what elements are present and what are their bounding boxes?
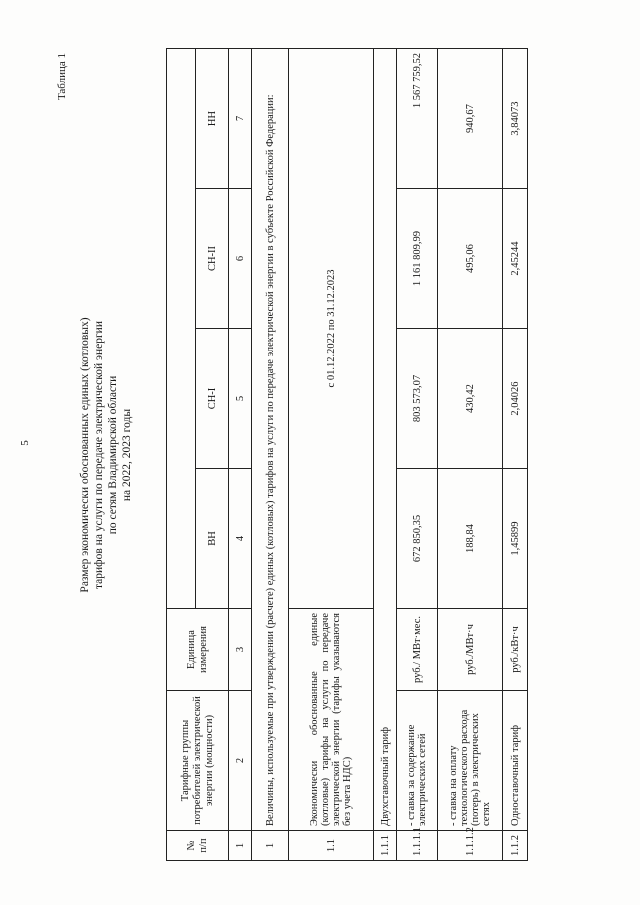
value-nn: 1 567 759,52: [397, 49, 438, 189]
table-row: [397, 49, 438, 861]
table-header-row: [167, 49, 196, 861]
row-num: 1.1.1: [374, 831, 397, 861]
value-vn: 672 850,35: [397, 469, 438, 609]
row-text: Одноставочный тариф: [503, 691, 528, 831]
row-text: - ставка за содержание электрических сетей: [397, 691, 438, 831]
column-number: 7: [229, 49, 252, 189]
column-number: 4: [229, 469, 252, 609]
section-row: [252, 49, 289, 861]
row-text: - ставка на оплату технологического расхода (потерь) в электрических сетях: [438, 691, 503, 831]
column-number: 2: [229, 691, 252, 831]
column-number: 5: [229, 329, 252, 469]
table-row: [374, 49, 397, 861]
table-row: [289, 49, 374, 861]
row-num: 1.1: [289, 831, 374, 861]
heading-line: по сетям Владимирской области: [107, 375, 119, 535]
row-text: Двухставочный тариф: [374, 49, 397, 831]
row-text: Экономически обоснованные единые (котловые) тарифы на услуги по передаче электрической энергии (тарифы указываются без учета НДС): [289, 609, 374, 831]
value-sn1: 430,42: [438, 329, 503, 469]
column-number: 1: [229, 831, 252, 861]
value-sn2: 1 161 809,99: [397, 189, 438, 329]
section-num: 1: [252, 831, 289, 861]
rotated-page-content: [56, 45, 526, 865]
value-nn: 940,67: [438, 49, 503, 189]
column-number: 3: [229, 609, 252, 691]
tariff-table: [166, 48, 528, 861]
tariff-period: с 01.12.2022 по 31.12.2023: [289, 49, 374, 609]
header-sn1: СН-I: [196, 329, 229, 469]
value-vn: 188,84: [438, 469, 503, 609]
row-unit: руб./ МВт·мес.: [397, 609, 438, 691]
value-vn: 1,45899: [503, 469, 528, 609]
value-sn2: 495,06: [438, 189, 503, 329]
column-number-row: [229, 49, 252, 861]
header-nn: НН: [196, 49, 229, 189]
row-num: 1.1.1.2: [438, 831, 503, 861]
value-sn1: 2,04026: [503, 329, 528, 469]
table-row: [438, 49, 503, 861]
header-sn2: СН-II: [196, 189, 229, 329]
value-nn: 3,84073: [503, 49, 528, 189]
value-sn2: 2,45244: [503, 189, 528, 329]
heading-line: Размер экономически обоснованных единых (котловых): [79, 317, 91, 593]
document-heading: [78, 45, 134, 865]
heading-line: тарифов на услуги по передаче электрической энергии: [93, 321, 105, 590]
row-unit: руб./кВт·ч: [503, 609, 528, 691]
page-number: 5: [18, 440, 31, 446]
table-caption: Таблица 1: [56, 53, 68, 101]
value-sn1: 803 573,07: [397, 329, 438, 469]
header-voltage-span: [167, 49, 196, 609]
column-number: 6: [229, 189, 252, 329]
table-row: [503, 49, 528, 861]
header-num: № п/п: [167, 831, 229, 861]
header-group: Тарифные группы потребителей электрической энергии (мощности): [167, 691, 229, 831]
heading-line: на 2022, 2023 годы: [121, 408, 133, 502]
row-unit: руб./МВт·ч: [438, 609, 503, 691]
header-unit: Единица измерения: [167, 609, 229, 691]
row-num: 1.1.2: [503, 831, 528, 861]
row-num: 1.1.1.1: [397, 831, 438, 861]
section-text: Величины, используемые при утверждении (расчете) единых (котловых) тарифов на услуги по передаче электрической энергии в субъекте Российской Федерации:: [252, 49, 289, 831]
header-vn: ВН: [196, 469, 229, 609]
